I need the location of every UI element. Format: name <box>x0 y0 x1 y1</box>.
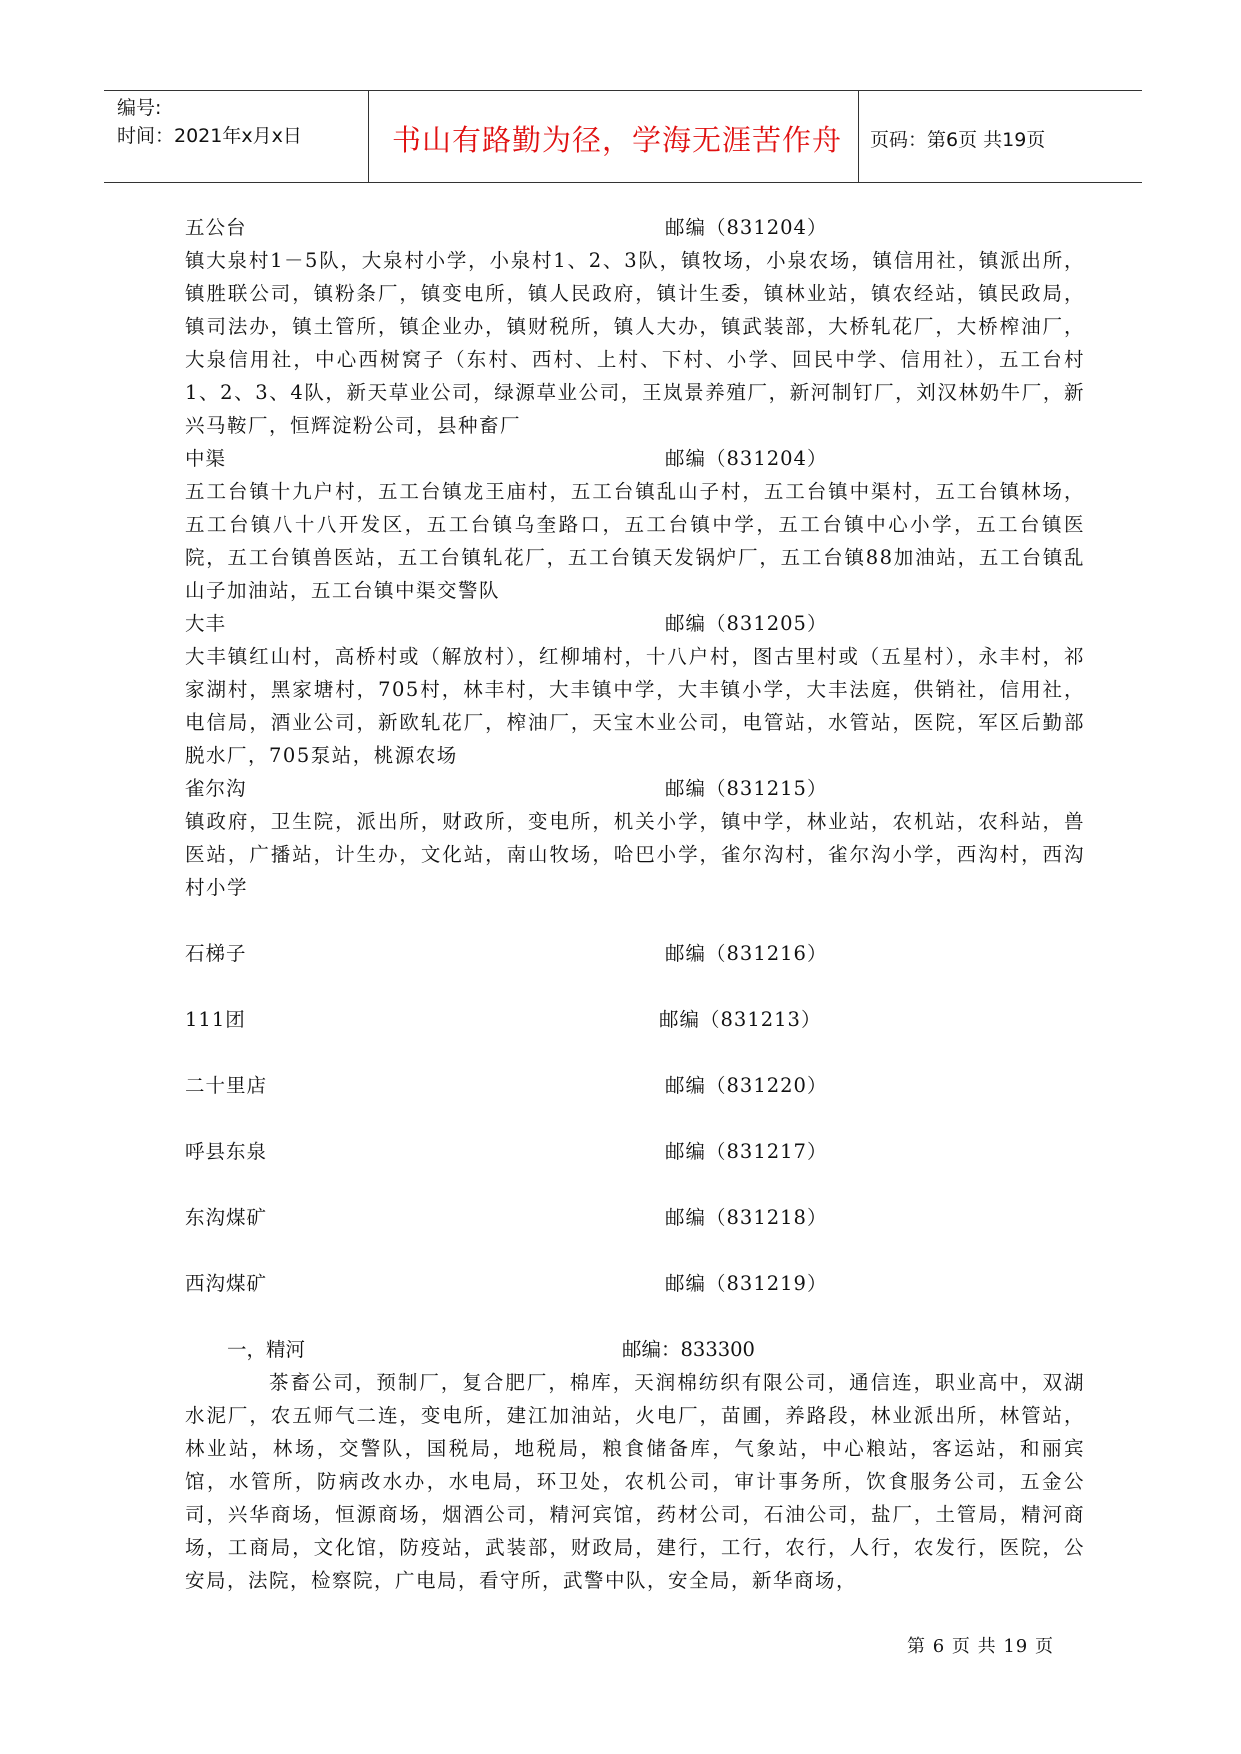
entry-body: 镇大泉村1－5队，大泉村小学，小泉村1、2、3队，镇牧场，小泉农场，镇信用社，镇派出所，镇胜联公司，镇粉条厂，镇变电所，镇人民政府，镇计生委，镇林业站，镇农经站，镇民政局，镇司法办，镇土管所，镇企业办，镇财税所，镇人大办，镇武装部，大桥轧花厂，大桥榨油厂，大泉信用社，中心西树窝子（东村、西村、上村、下村、小学、回民中学、信用社），五工台村1、2、3、4队，新天草业公司，绿源草业公司，王岚景养殖厂，新河制钉厂，刘汉林奶牛厂，新兴马鞍厂，恒辉淀粉公司，县种畜厂 <box>185 249 1085 437</box>
document-body <box>185 211 1085 1597</box>
entry-postcode: 邮编（831204） <box>665 447 828 470</box>
region-postcode: 邮编：833300 <box>622 1338 755 1361</box>
entry-heading <box>185 442 1085 475</box>
entry-label: 呼县东泉 <box>185 1140 268 1163</box>
entry-postcode: 邮编（831218） <box>665 1206 828 1229</box>
entry-postcode: 邮编（831217） <box>665 1140 828 1163</box>
entry-heading <box>185 772 1085 805</box>
postal-entry-simple <box>185 1135 1085 1201</box>
entry-heading <box>185 1135 1085 1168</box>
header-meta <box>117 94 302 150</box>
header-top-rule <box>104 90 1142 91</box>
entry-body: 五工台镇十九户村，五工台镇龙王庙村，五工台镇乱山子村，五工台镇中渠村，五工台镇林场，五工台镇八十八开发区，五工台镇乌奎路口，五工台镇中学，五工台镇中心小学，五工台镇医院，五工台镇兽医站，五工台镇轧花厂，五工台镇天发锅炉厂，五工台镇88加油站，五工台镇乱山子加油站，五工台镇中渠交警队 <box>185 480 1085 602</box>
postal-entry <box>185 211 1085 442</box>
region-section <box>185 1333 1085 1597</box>
entry-postcode: 邮编（831204） <box>665 216 828 239</box>
entry-label: 西沟煤矿 <box>185 1272 268 1295</box>
entry-heading <box>185 1267 1085 1300</box>
entry-postcode: 邮编（831215） <box>665 777 828 800</box>
header-divider-right <box>858 90 859 182</box>
entry-postcode: 邮编（831213） <box>659 1008 822 1031</box>
header-bottom-rule <box>104 182 1142 183</box>
entry-label: 五公台 <box>185 216 247 239</box>
region-label: 一，精河 <box>227 1338 306 1361</box>
entry-heading <box>185 937 1085 970</box>
entry-label: 大丰 <box>185 612 227 635</box>
entry-body: 大丰镇红山村，高桥村或（解放村），红柳埔村，十八户村，图古里村或（五星村），永丰村，祁家湖村，黑家塘村，705村，林丰村，大丰镇中学，大丰镇小学，大丰法庭，供销社，信用社，电信局，酒业公司，新欧轧花厂，榨油厂，天宝木业公司，电管站，水管站，医院，军区后勤部脱水厂，705泵站，桃源农场 <box>185 645 1085 767</box>
postal-entry-simple <box>185 1267 1085 1333</box>
document-number-label: 编号: <box>117 97 162 119</box>
postal-entry <box>185 607 1085 772</box>
entry-heading <box>185 607 1085 640</box>
postal-entry-simple <box>185 937 1085 1003</box>
entry-postcode: 邮编（831220） <box>665 1074 828 1097</box>
entry-label: 雀尔沟 <box>185 777 247 800</box>
region-heading <box>185 1333 1085 1366</box>
spacer <box>185 904 1085 937</box>
entry-label: 东沟煤矿 <box>185 1206 268 1229</box>
entry-heading <box>185 211 1085 244</box>
entry-postcode: 邮编（831216） <box>665 942 828 965</box>
header-page-label: 页码：第6页 共19页 <box>870 129 1046 151</box>
entry-postcode: 邮编（831205） <box>665 612 828 635</box>
entry-label: 111团 <box>185 1008 246 1031</box>
entry-label: 石梯子 <box>185 942 247 965</box>
header-motto: 书山有路勤为径，学海无涯苦作舟 <box>392 123 843 157</box>
entry-postcode: 邮编（831219） <box>665 1272 828 1295</box>
entry-body: 镇政府，卫生院，派出所，财政所，变电所，机关小学，镇中学，林业站，农机站，农科站，兽医站，广播站，计生办，文化站，南山牧场，哈巴小学，雀尔沟村，雀尔沟小学，西沟村，西沟村小学 <box>185 810 1085 899</box>
entry-label: 中渠 <box>185 447 227 470</box>
postal-entry <box>185 442 1085 607</box>
postal-entry <box>185 772 1085 904</box>
postal-entry-simple <box>185 1201 1085 1267</box>
header-divider-left <box>368 90 369 182</box>
postal-entry-simple <box>185 1069 1085 1135</box>
entry-label: 二十里店 <box>185 1074 268 1097</box>
entry-heading <box>185 1003 1085 1036</box>
entry-heading <box>185 1069 1085 1102</box>
postal-entry-simple <box>185 1003 1085 1069</box>
document-time-label: 时间：2021年x月x日 <box>117 125 302 147</box>
region-body: 茶畜公司，预制厂，复合肥厂，棉库，天润棉纺织有限公司，通信连，职业高中，双湖水泥厂，农五师气二连，变电所，建江加油站，火电厂，苗圃，养路段，林业派出所，林管站，林业站，林场，交警队，国税局，地税局，粮食储备库，气象站，中心粮站，客运站，和丽宾馆，水管所，防病改水办，水电局，环卫处，农机公司，审计事务所，饮食服务公司，五金公司，兴华商场，恒源商场，烟酒公司，精河宾馆，药材公司，石油公司，盐厂，土管局，精河商场，工商局，文化馆，防疫站，武装部，财政局，建行，工行，农行，人行，农发行，医院，公安局，法院，检察院，广电局，看守所，武警中队，安全局，新华商场， <box>185 1371 1085 1592</box>
page-footer: 第 6 页 共 19 页 <box>907 1636 1054 1657</box>
entry-heading <box>185 1201 1085 1234</box>
